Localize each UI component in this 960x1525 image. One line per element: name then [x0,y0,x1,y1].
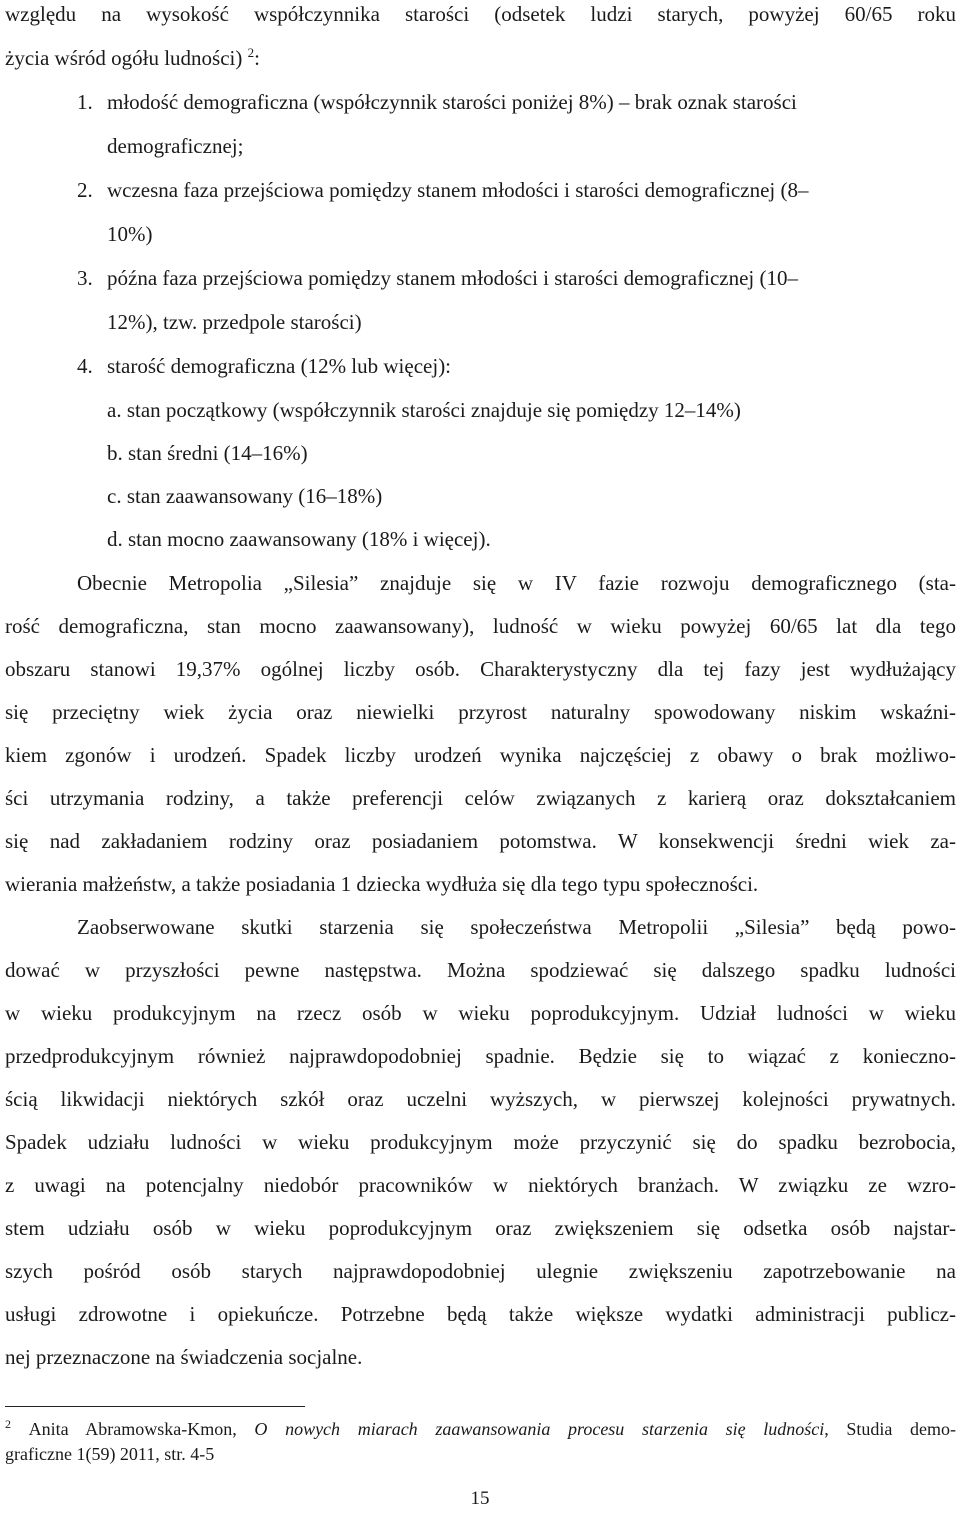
paragraph-1-line: się przeciętny wiek życia oraz niewielki przyrost naturalny spowodowany niskim wskaźni- [5,700,956,724]
list-item-3: 3. późna faza przejściowa pomiędzy stanem młodości i starości demograficznej (10– [77,266,798,290]
paragraph-2-line: szych pośród osób starych najprawdopodobniej ulegnie zwiększeniu zapotrzebowanie na [5,1259,956,1283]
footnote-ref[interactable]: 2 [247,45,255,60]
paragraph-1-line: się nad zakładaniem rodziny oraz posiadaniem potomstwa. W konsekwencji średni wiek za- [5,829,956,853]
intro-line-1: względu na wysokość współczynnika starości (odsetek ludzi starych, powyżej 60/65 roku [5,2,956,26]
paragraph-2-line: dować w przyszłości pewne następstwa. Można spodziewać się dalszego spadku ludności [5,958,956,982]
paragraph-1-line: Obecnie Metropolia „Silesia” znajduje się w IV fazie rozwoju demograficznego (sta- [77,571,956,595]
footnote-line-1: $^2$ Anita Abramowska-Kmon, O nowych miarach zaawansowania procesu starzenia się ludności, Studia demo- [5,1417,957,1439]
list-item-1-cont: demograficznej; [107,134,244,158]
intro-line-2: życia wśród ogółu ludności) $^2$: [5,45,260,70]
sub-item-c: c. stan zaawansowany (16–18%) [107,484,383,508]
sub-item-a: a. stan początkowy (współczynnik starości znajduje się pomiędzy 12–14%) [107,398,741,422]
paragraph-1-line: kiem zgonów i urodzeń. Spadek liczby urodzeń wynika najczęściej z obawy o brak możliwo- [5,743,956,767]
paragraph-2-line: usługi zdrowotne i opiekuńcze. Potrzebne będą także większe wydatki administracji publicz- [5,1302,956,1326]
paragraph-1-line: obszaru stanowi 19,37% ogólnej liczby osób. Charakterystyczny dla tej fazy jest wydłużający [5,657,956,681]
paragraph-2-line: w wieku produkcyjnym na rzecz osób w wieku poprodukcyjnym. Udział ludności w wieku [5,1001,956,1025]
footnote-separator [5,1406,305,1407]
list-number: 4. [77,354,93,378]
sub-item-d: d. stan mocno zaawansowany (18% i więcej). [107,527,491,551]
list-item-4: 4. starość demograficzna (12% lub więcej): [77,354,452,378]
list-number: 3. [77,266,93,290]
list-number: 2. [77,178,93,202]
footnote-marker: 2 [5,1417,11,1431]
list-item-2-cont: 10%) [107,222,153,246]
list-item-3-cont: 12%), tzw. przedpole starości) [107,310,362,334]
paragraph-2-line: z uwagi na potencjalny niedobór pracowników w niektórych branżach. W związku ze wzro- [5,1173,956,1197]
page-number: 15 [470,1488,490,1509]
list-item-1: 1. młodość demograficzna (współczynnik starości poniżej 8%) – brak oznak starości [77,90,797,114]
paragraph-1-line: wierania małżeństw, a także posiadania 1 dziecka wydłuża się dla tego typu społeczności. [5,872,759,896]
paragraph-1-line: rość demograficzna, stan mocno zaawansowany), ludność w wieku powyżej 60/65 lat dla tego [5,614,956,638]
paragraph-2-line: Zaobserwowane skutki starzenia się społeczeństwa Metropolii „Silesia” będą powo- [77,915,956,939]
paragraph-2-line: stem udziału osób w wieku poprodukcyjnym oraz zwiększeniem się odsetka osób najstar- [5,1216,956,1240]
sub-item-b: b. stan średni (14–16%) [107,441,308,465]
paragraph-2-line: Spadek udziału ludności w wieku produkcyjnym może przyczynić się do spadku bezrobocia, [5,1130,956,1154]
footnote-line-2: graficzne 1(59) 2011, str. 4-5 [5,1444,215,1464]
footnote-title: O nowych miarach zaawansowania procesu starzenia się ludności [254,1419,825,1439]
paragraph-2-line: przedprodukcyjnym również najprawdopodobniej spadnie. Będzie się to wiązać z konieczno- [5,1044,956,1068]
paragraph-2-line: ścią likwidacji niektórych szkół oraz uczelni wyższych, w pierwszej kolejności prywatnych. [5,1087,956,1111]
list-item-2: 2. wczesna faza przejściowa pomiędzy stanem młodości i starości demograficznej (8– [77,178,809,202]
paragraph-2-line: nej przeznaczone na świadczenia socjalne. [5,1345,363,1369]
paragraph-1-line: ści utrzymania rodziny, a także preferencji celów związanych z karierą oraz dokształcaniem [5,786,956,810]
list-number: 1. [77,90,93,114]
